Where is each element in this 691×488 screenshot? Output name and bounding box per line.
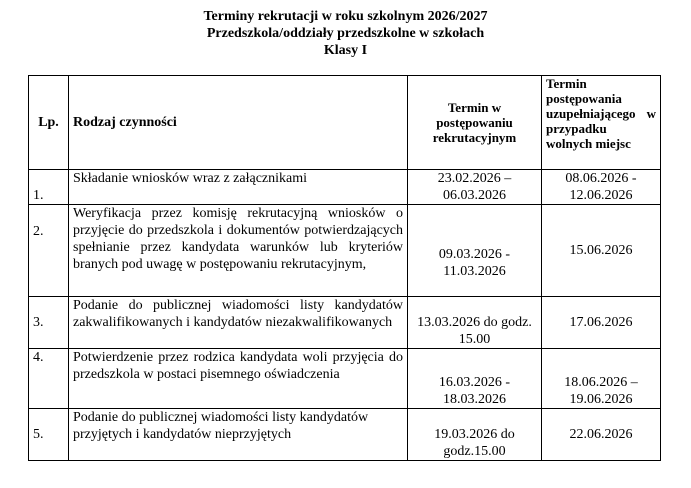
table-row [29,205,661,297]
row-activity: Podanie do publicznej wiadomości listy kandydatów zakwalifikowanych i kandydatów niezakwalifikowanych [69,297,408,349]
row-activity: Potwierdzenie przez rodzica kandydata woli przyjęcia do przedszkola w postaci pisemnego oświadczenia [69,349,408,409]
table-row [29,170,661,205]
row-recruitment-date: 09.03.2026 - 11.03.2026 [408,205,542,297]
row-recruitment-date: 16.03.2026 - 18.03.2026 [408,349,542,409]
row-number: 4. [29,349,69,409]
row-activity: Weryfikacja przez komisję rekrutacyjną wniosków o przyjęcie do przedszkola i dokumentów potwierdzających spełnianie przez kandydata warunków lub kryteriów branych pod uwagę w postępowaniu rekrutacyjnym, [69,205,408,297]
header-termin: Termin w postępowaniu rekrutacyjnym [408,76,542,170]
row-supplementary-date: 18.06.2026 – 19.06.2026 [542,349,661,409]
row-supplementary-date: 08.06.2026 - 12.06.2026 [542,170,661,205]
table-row [29,409,661,461]
title-line-3: Klasy I [323,43,368,58]
table-row [29,349,661,409]
row-number: 2. [29,205,69,297]
header-uzupelniajace: Termin postępowania uzupełniającego w przypadku wolnych miejsc [542,76,661,170]
header-rodzaj: Rodzaj czynności [69,76,408,170]
title-line-2: Przedszkola/oddziały przedszkolne w szkołach [206,26,485,41]
row-supplementary-date: 22.06.2026 [542,409,661,461]
row-supplementary-date: 17.06.2026 [542,297,661,349]
row-activity: Podanie do publicznej wiadomości listy kandydatów przyjętych i kandydatów nieprzyjętych [69,409,408,461]
row-activity: Składanie wniosków wraz z załącznikami [69,170,408,205]
row-recruitment-date: 23.02.2026 – 06.03.2026 [408,170,542,205]
table-row [29,297,661,349]
schedule-table [28,75,661,461]
row-number: 5. [29,409,69,461]
header-lp: Lp. [29,76,69,170]
header-row [29,76,661,170]
row-number: 1. [29,170,69,205]
title-line-1: Terminy rekrutacji w roku szkolnym 2026/2027 [203,9,488,24]
page-title [0,8,691,59]
row-supplementary-date: 15.06.2026 [542,205,661,297]
row-recruitment-date: 13.03.2026 do godz. 15.00 [408,297,542,349]
row-number: 3. [29,297,69,349]
row-recruitment-date: 19.03.2026 do godz.15.00 [408,409,542,461]
